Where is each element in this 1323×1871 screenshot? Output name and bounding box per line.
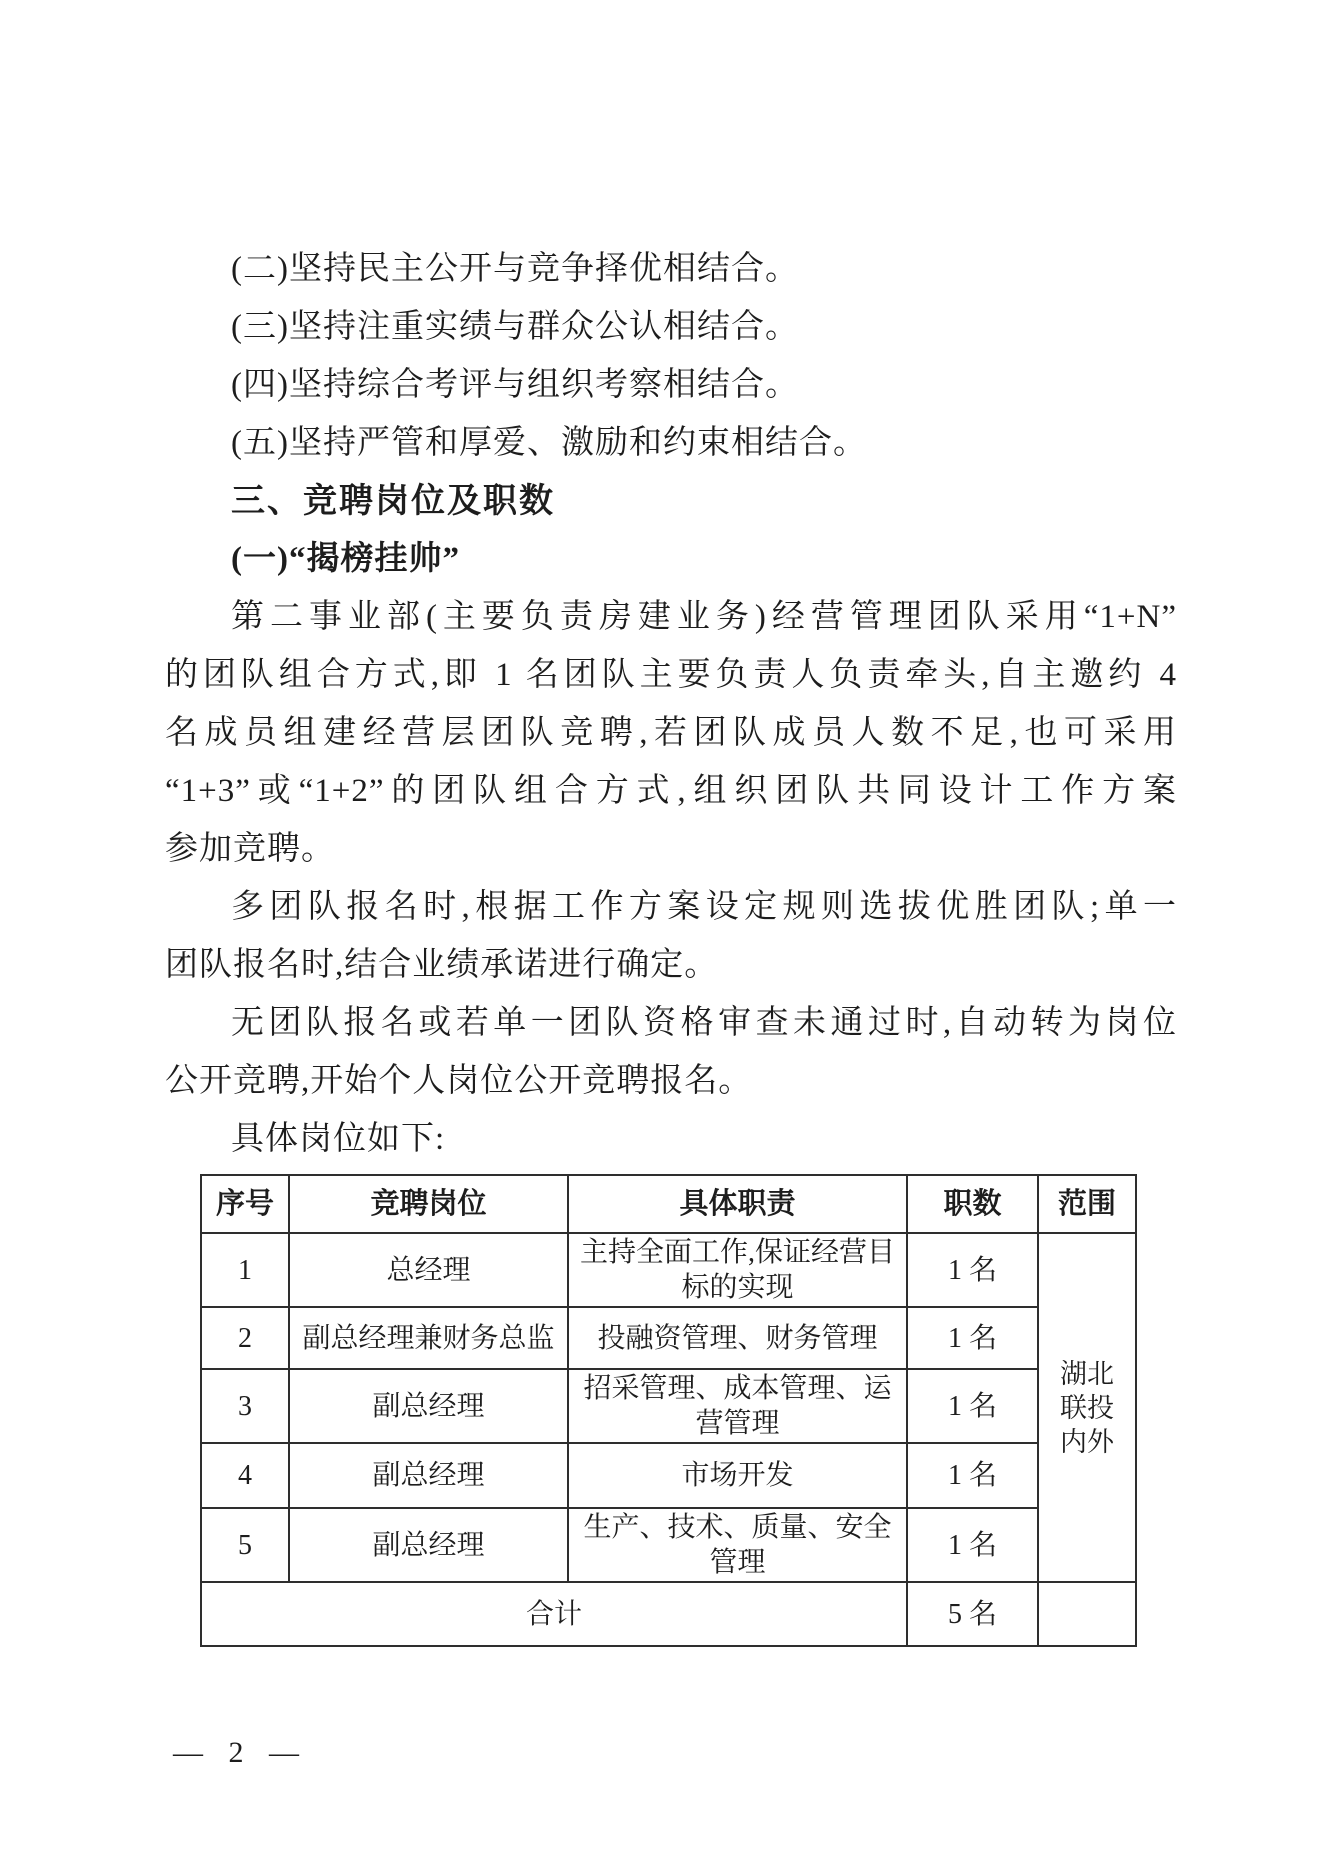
cell-index: 4 [201, 1443, 289, 1508]
col-header-scope: 范围 [1038, 1175, 1136, 1233]
cell-count: 1 名 [907, 1233, 1038, 1307]
paragraph1-line: 第二事业部(主要负责房建业务)经营管理团队采用“1+N” [231, 599, 1177, 635]
table-row [201, 1369, 1136, 1443]
cell-post: 总经理 [289, 1233, 568, 1307]
table-intro: 具体岗位如下: [231, 1121, 446, 1157]
table-row [201, 1233, 1136, 1307]
table-row [201, 1508, 1136, 1582]
col-header-post: 竞聘岗位 [289, 1175, 568, 1233]
table-total-row [201, 1582, 1136, 1646]
paragraph2-line: 团队报名时,结合业绩承诺进行确定。 [165, 947, 719, 983]
table-row [201, 1307, 1136, 1369]
paragraph3-line: 公开竞聘,开始个人岗位公开竞聘报名。 [165, 1063, 753, 1099]
cell-index: 1 [201, 1233, 289, 1307]
cell-duty: 生产、技术、质量、安全管理 [568, 1508, 907, 1582]
cell-total-count: 5 名 [907, 1582, 1038, 1646]
col-header-index: 序号 [201, 1175, 289, 1233]
subsection-heading: (一)“揭榜挂帅” [231, 541, 460, 577]
table-header-row [201, 1175, 1136, 1233]
col-header-count: 职数 [907, 1175, 1038, 1233]
cell-duty: 投融资管理、财务管理 [568, 1307, 907, 1369]
paragraph1-line: 的团队组合方式,即 1 名团队主要负责人负责牵头,自主邀约 4 [165, 657, 1177, 693]
cell-total-label: 合计 [201, 1582, 907, 1646]
col-header-duty: 具体职责 [568, 1175, 907, 1233]
cell-duty: 招采管理、成本管理、运营管理 [568, 1369, 907, 1443]
paragraph1-line: 名成员组建经营层团队竞聘,若团队成员人数不足,也可采用 [165, 715, 1177, 751]
cell-post: 副总经理 [289, 1443, 568, 1508]
section-heading: 三、竞聘岗位及职数 [231, 482, 555, 520]
document-body [165, 240, 1177, 1647]
cell-count: 1 名 [907, 1307, 1038, 1369]
principle-item-2: (二)坚持民主公开与竞争择优相结合。 [231, 251, 799, 287]
cell-index: 2 [201, 1307, 289, 1369]
cell-scope: 湖北联投内外 [1038, 1233, 1136, 1582]
cell-post: 副总经理兼财务总监 [289, 1307, 568, 1369]
page-number: — 2 — [173, 1736, 301, 1769]
cell-count: 1 名 [907, 1369, 1038, 1443]
table-row [201, 1443, 1136, 1508]
cell-duty: 主持全面工作,保证经营目标的实现 [568, 1233, 907, 1307]
paragraph3-line: 无团队报名或若单一团队资格审查未通过时,自动转为岗位 [231, 1005, 1177, 1041]
principle-item-5: (五)坚持严管和厚爱、激励和约束相结合。 [231, 425, 867, 461]
cell-index: 5 [201, 1508, 289, 1582]
principle-item-3: (三)坚持注重实绩与群众公认相结合。 [231, 309, 799, 345]
cell-index: 3 [201, 1369, 289, 1443]
paragraph1-line: 参加竞聘。 [165, 831, 335, 867]
paragraph2-line: 多团队报名时,根据工作方案设定规则选拔优胜团队;单一 [231, 889, 1177, 925]
cell-count: 1 名 [907, 1443, 1038, 1508]
cell-duty: 市场开发 [568, 1443, 907, 1508]
positions-table [200, 1174, 1137, 1647]
cell-post: 副总经理 [289, 1369, 568, 1443]
cell-total-scope-empty [1038, 1582, 1136, 1646]
cell-post: 副总经理 [289, 1508, 568, 1582]
cell-count: 1 名 [907, 1508, 1038, 1582]
paragraph1-line: “1+3”或“1+2”的团队组合方式,组织团队共同设计工作方案 [165, 773, 1177, 809]
principle-item-4: (四)坚持综合考评与组织考察相结合。 [231, 367, 799, 403]
